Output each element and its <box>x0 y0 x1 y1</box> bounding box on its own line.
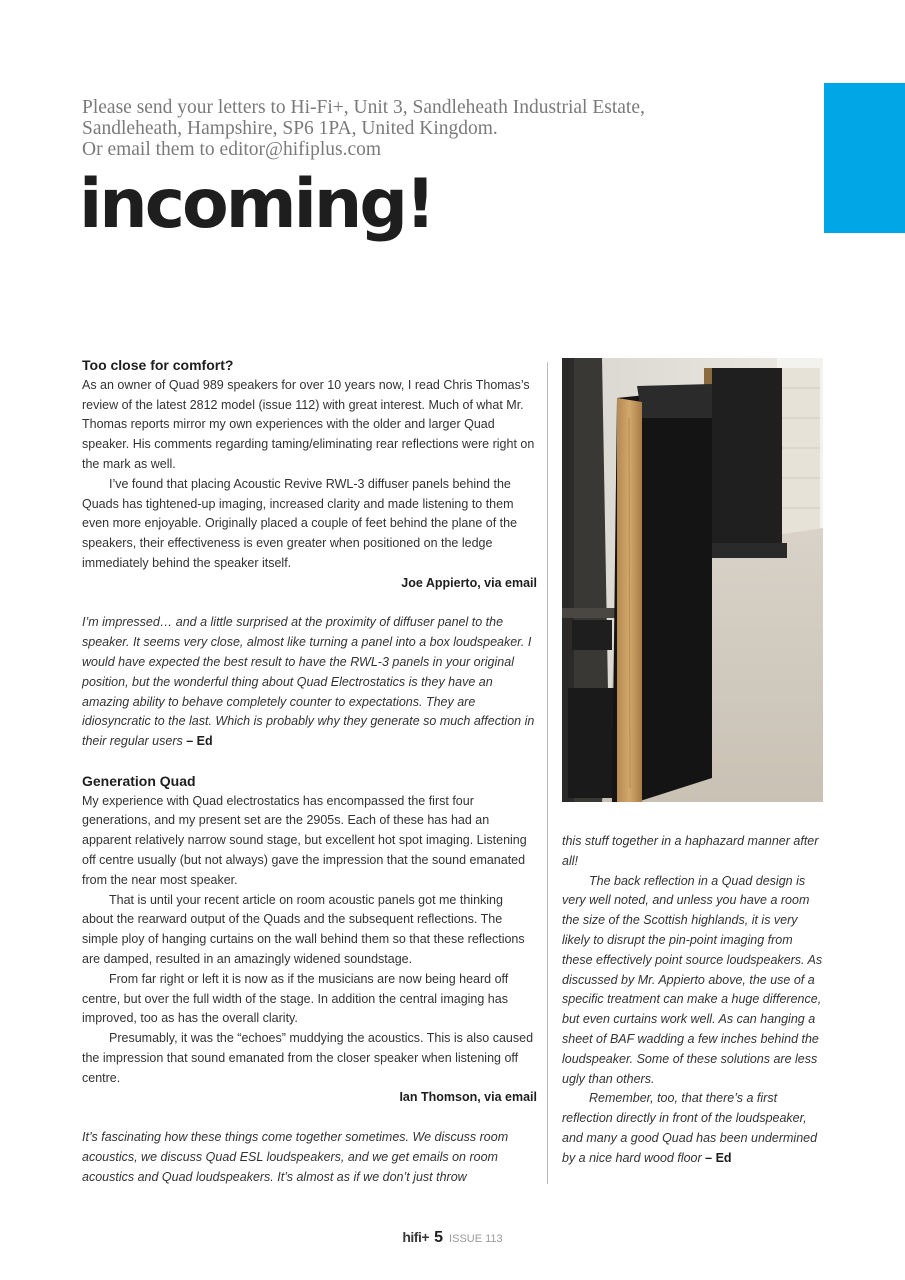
section-color-tab <box>824 83 905 233</box>
address-line-2: Sandleheath, Hampshire, SP6 1PA, United Kingdom. <box>82 118 498 139</box>
letter-1-paragraph-2: I’ve found that placing Acoustic Revive RWL-3 diffuser panels behind the Quads has tightened-up imaging, increased clarity and made listening to them even more enjoyable. Originally placed a couple of feet behind the plane of the speakers, their effectiveness is even greater when positioned on the ledge immediately behind the speaker itself. <box>82 476 518 570</box>
letter-1-signature: Joe Appierto, via email <box>401 575 537 590</box>
issue-label: ISSUE 113 <box>449 1233 503 1245</box>
left-column <box>82 356 537 1187</box>
editor-mark: – Ed <box>186 734 213 749</box>
letter-2-paragraph-4: Presumably, it was the “echoes” muddying the acoustics. This is also caused the impression that sound emanated from the closer speaker when listening off centre. <box>82 1031 534 1085</box>
page-footer <box>0 1229 905 1247</box>
page-number: 5 <box>434 1229 443 1246</box>
magazine-logo: hifi+ <box>402 1229 430 1245</box>
letter-1-editor-reply <box>82 613 537 752</box>
letter-2-paragraph-1: My experience with Quad electrostatics has encompassed the first four generations, and my present set are the 2905s. Each of these has had an apparent relatively narrow sound stage, but excellent hot spot imaging. Listening off centre usually (but not always) gave the impression that the sound emanated from the near most speaker. <box>82 793 527 887</box>
page-title: incoming! <box>79 165 434 244</box>
right-column <box>562 832 824 1169</box>
letter-2-paragraph-3: From far right or left it is now as if the musicians are now being heard off centre, but over the full width of the stage. In addition the central imaging has improved, too as has the overall clarity. <box>82 971 509 1026</box>
letter-2-editor-reply-paragraph-2: The back reflection in a Quad design is very well noted, and unless you have a room the size of the Scottish highlands, it is very likely to disrupt the pin-point imaging from these effectively point source loudspeakers. As discussed by Mr. Appierto above, the use of a specific treatment can make a huge difference, but even curtains work well. As can hanging a sheet of BAF wadding a few inches behind the loudspeaker. Some of these solutions are less ugly than others. <box>562 873 823 1086</box>
speaker-photo-illustration <box>562 358 823 802</box>
letter-1-heading: Too close for comfort? <box>82 357 234 373</box>
address-line-1: Please send your letters to Hi-Fi+, Unit 3, Sandleheath Industrial Estate, <box>82 97 645 118</box>
letter-2-heading: Generation Quad <box>82 772 196 789</box>
letter-2-editor-reply-paragraph-3 <box>562 1089 824 1168</box>
letter-1-reply-text: I’m impressed… and a little surprised at the proximity of diffuser panel to the speaker. It seems very close, almost like turning a panel into a box loudspeaker. I would have expected the best result to have the RWL-3 panels in your original position, but the wonderful thing about Quad Electrostatics is they have an amazing ability to behave completely counter to expectations. They are idiosyncratic to the last. Which is probably why they generate so much affection in their regular users <box>82 615 535 749</box>
letter-2-editor-reply-start: It’s fascinating how these things come together sometimes. We discuss room acoustics, we discuss Quad ESL loudspeakers, and we get emails on room acoustics and Quad loudspeakers. It’s almost as if we don’t just throw <box>82 1130 509 1184</box>
letter-2-editor-reply-continued: this stuff together in a haphazard manner after all! <box>562 834 819 868</box>
letter-1-paragraph-1: As an owner of Quad 989 speakers for over 10 years now, I read Chris Thomas’s review of the latest 2812 model (issue 112) with great interest. Much of what Mr. Thomas reports mirror my own experiences with the older and larger Quad speaker. His comments regarding taming/eliminating rear reflections were right on the mark as well. <box>82 377 535 471</box>
column-divider <box>547 362 548 1184</box>
letter-2-signature: Ian Thomson, via email <box>399 1090 537 1105</box>
letters-address <box>82 97 782 160</box>
address-line-3: Or email them to editor@hifiplus.com <box>82 139 382 160</box>
editor-mark: – Ed <box>705 1150 732 1165</box>
letter-2-reply-final-text: Remember, too, that there’s a first reflection directly in front of the loudspeaker, and many a good Quad has been undermined by a nice hard wood floor <box>562 1091 818 1165</box>
speaker-photo <box>562 358 823 802</box>
letter-2-paragraph-2: That is until your recent article on room acoustic panels got me thinking about the rearward output of the Quads and the subsequent reflections. The simple ploy of hanging curtains on the wall behind them so that these reflections are damped, resulted in an amazingly widened soundstage. <box>82 892 525 966</box>
